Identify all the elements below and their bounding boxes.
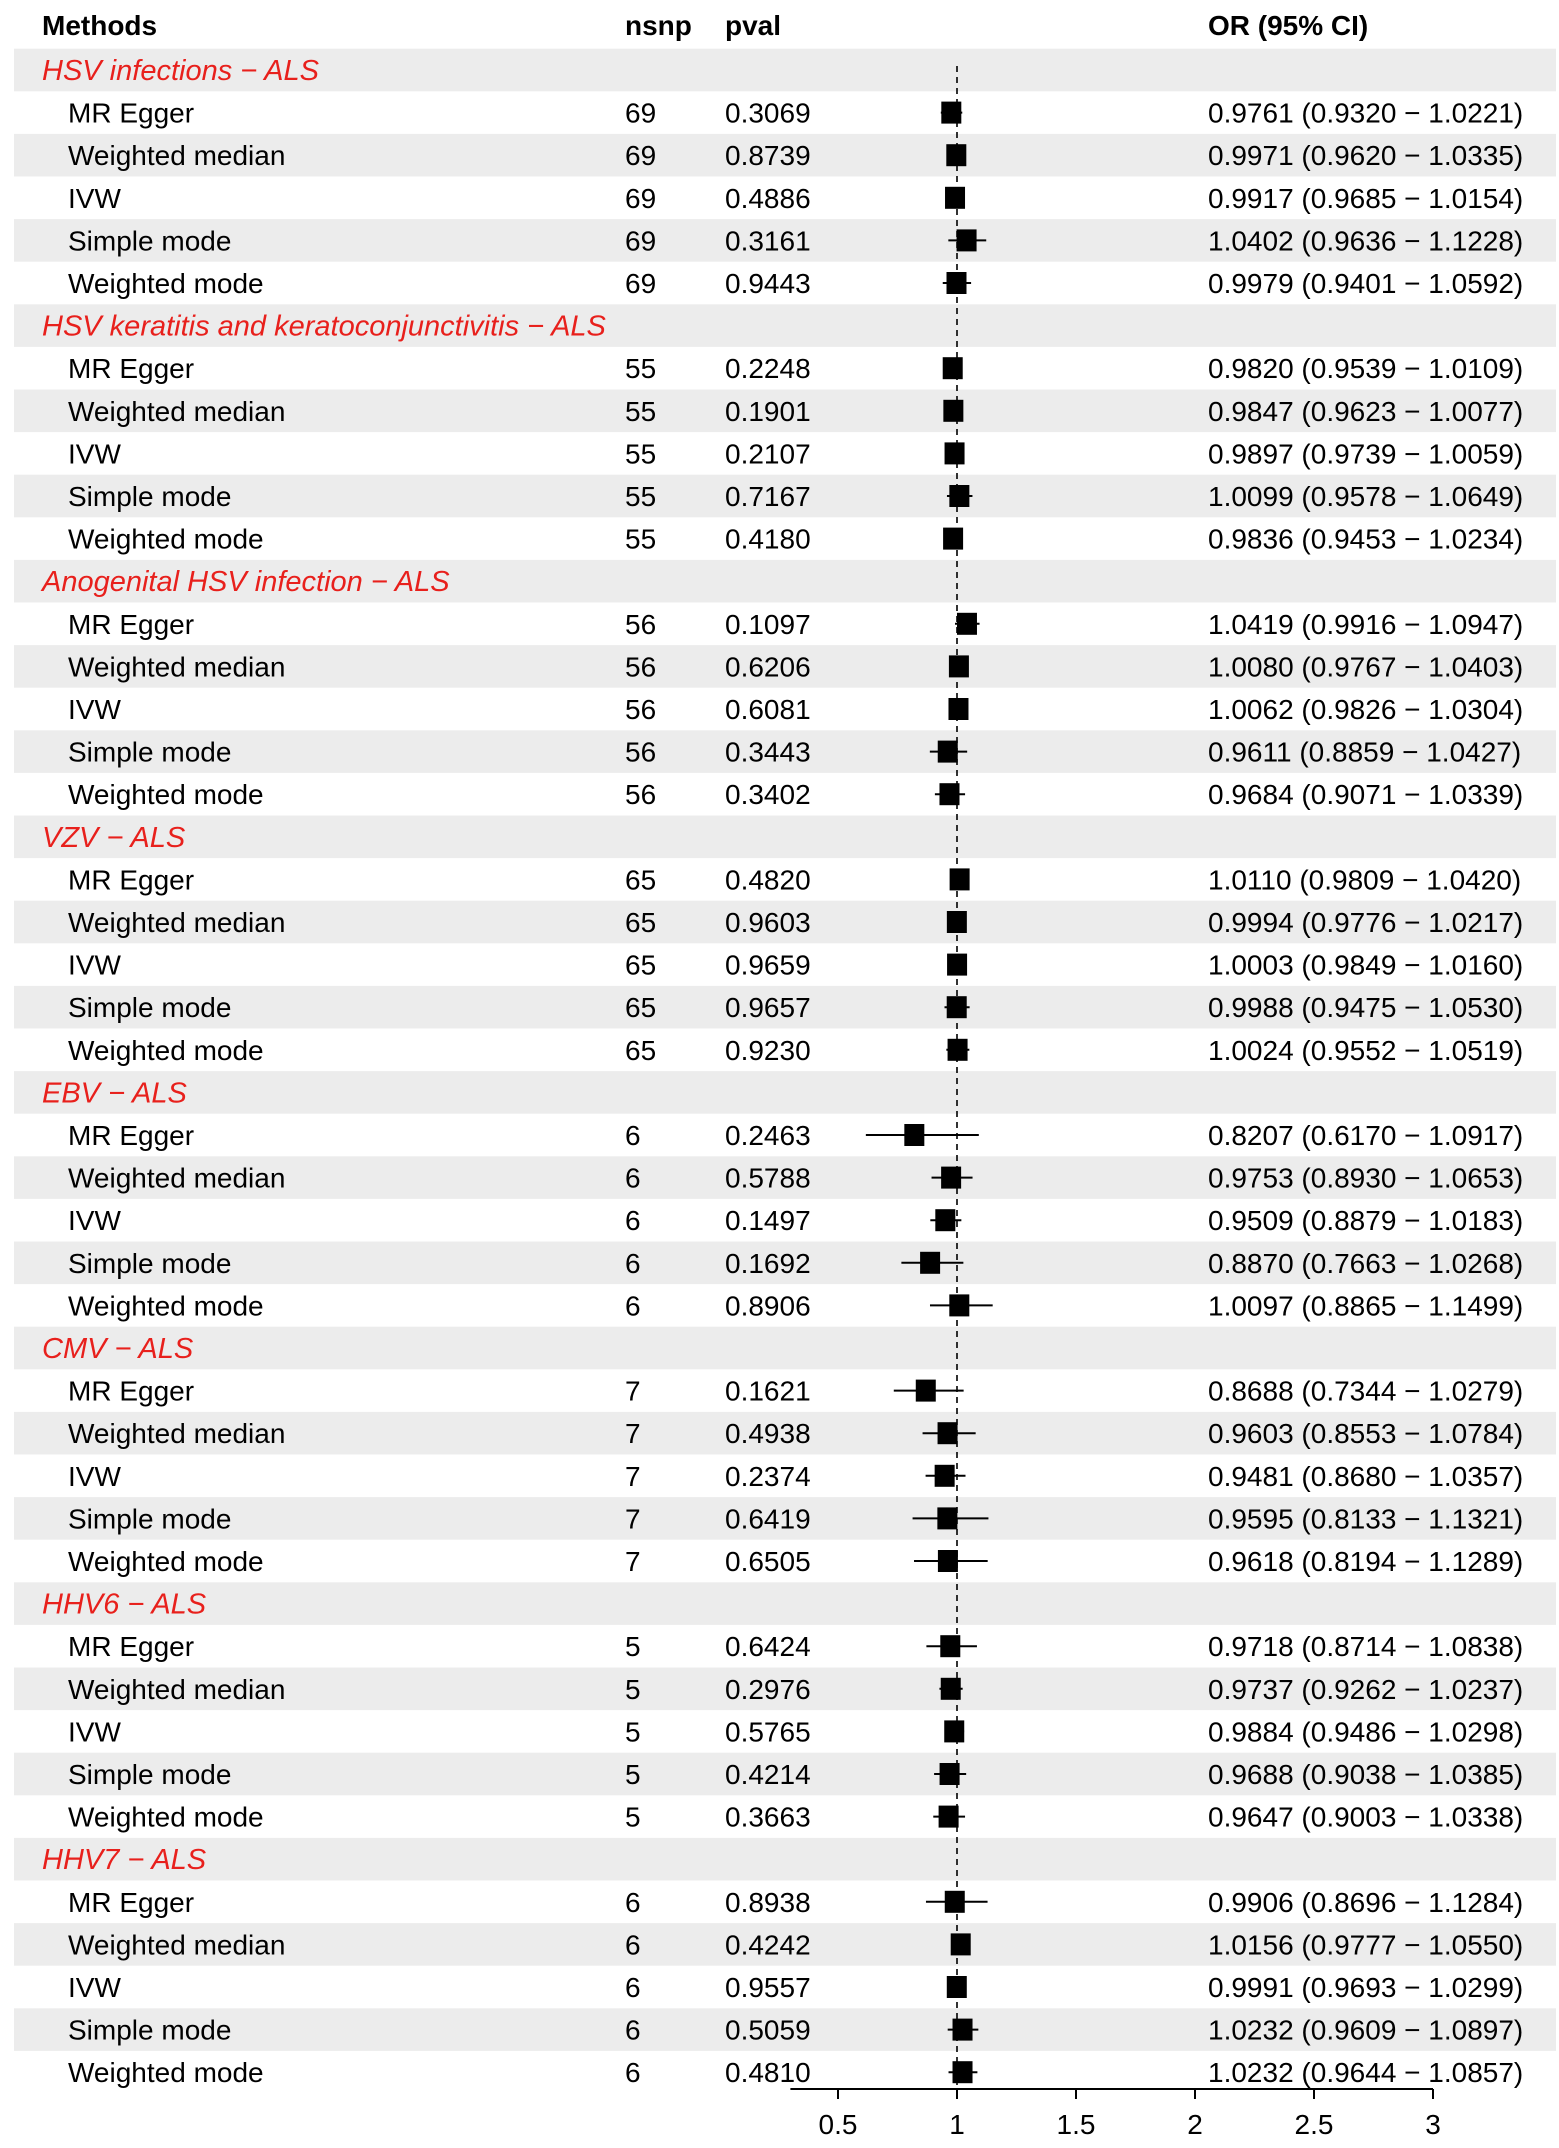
nsnp-value: 6 <box>625 1205 641 1237</box>
or-ci-value: 0.9753 (0.8930 − 1.0653) <box>1208 1162 1524 1194</box>
pval-value: 0.4810 <box>725 2057 811 2089</box>
nsnp-value: 7 <box>625 1503 641 1535</box>
method-label: Simple mode <box>68 481 232 512</box>
estimate-square <box>916 1380 936 1402</box>
estimate-square <box>940 1635 960 1657</box>
method-label: IVW <box>68 1460 121 1492</box>
pval-value: 0.4214 <box>725 1759 811 1790</box>
pval-value: 0.1901 <box>725 395 811 427</box>
method-label: Weighted median <box>68 1929 286 1961</box>
or-ci-value: 0.9884 (0.9486 − 1.0298) <box>1208 1716 1524 1748</box>
or-ci-value: 0.9761 (0.9320 − 1.0221) <box>1208 97 1524 129</box>
pval-value: 0.2374 <box>725 1460 811 1492</box>
group-label: HSV infections − ALS <box>42 55 319 87</box>
x-tick-label: 1 <box>949 2109 965 2140</box>
method-label: Weighted mode <box>68 1290 264 1322</box>
nsnp-value: 5 <box>625 1801 641 1833</box>
method-label: MR Egger <box>68 97 195 129</box>
estimate-square <box>949 1294 969 1316</box>
method-label: IVW <box>68 1716 121 1748</box>
nsnp-value: 55 <box>625 523 657 555</box>
pval-value: 0.4242 <box>725 1929 811 1961</box>
method-label: Weighted mode <box>68 1034 264 1066</box>
method-label: Simple mode <box>68 2014 232 2046</box>
or-ci-value: 0.9718 (0.8714 − 1.0838) <box>1208 1631 1524 1663</box>
header-pval: pval <box>725 10 782 41</box>
nsnp-value: 65 <box>625 1034 657 1066</box>
method-label: MR Egger <box>68 1120 195 1151</box>
estimate-square <box>938 1422 958 1444</box>
x-tick-label: 1.5 <box>1056 2109 1096 2140</box>
estimate-square <box>920 1252 940 1274</box>
group-label: CMV − ALS <box>42 1333 194 1365</box>
pval-value: 0.9443 <box>725 268 811 299</box>
estimate-square <box>946 144 966 166</box>
pval-value: 0.8906 <box>725 1290 811 1322</box>
or-ci-value: 1.0402 (0.9636 − 1.1228) <box>1208 225 1524 257</box>
nsnp-value: 55 <box>625 353 657 385</box>
nsnp-value: 55 <box>625 395 657 427</box>
or-ci-value: 0.9917 (0.9685 − 1.0154) <box>1208 182 1524 214</box>
estimate-square <box>938 1550 958 1572</box>
estimate-square <box>935 1465 955 1487</box>
group-label: HHV7 − ALS <box>42 1844 207 1877</box>
or-ci-value: 0.9971 (0.9620 − 1.0335) <box>1208 140 1524 172</box>
estimate-square <box>943 528 963 550</box>
or-ci-value: 1.0062 (0.9826 − 1.0304) <box>1208 694 1524 725</box>
nsnp-value: 69 <box>625 182 657 214</box>
x-tick-label: 0.5 <box>818 2109 858 2140</box>
pval-value: 0.6424 <box>725 1631 811 1663</box>
estimate-square <box>948 698 968 720</box>
row-band <box>14 1327 1556 1370</box>
pval-value: 0.3069 <box>725 97 811 129</box>
nsnp-value: 69 <box>625 140 657 172</box>
nsnp-value: 5 <box>625 1759 641 1790</box>
or-ci-value: 0.9603 (0.8553 − 1.0784) <box>1208 1418 1524 1450</box>
pval-value: 0.8938 <box>725 1886 811 1918</box>
method-label: Simple mode <box>68 225 232 257</box>
nsnp-value: 65 <box>625 949 657 981</box>
method-label: MR Egger <box>68 608 195 640</box>
estimate-square <box>957 613 977 635</box>
or-ci-value: 0.9979 (0.9401 − 1.0592) <box>1208 268 1524 299</box>
pval-value: 0.4938 <box>725 1418 811 1450</box>
nsnp-value: 6 <box>625 1247 641 1279</box>
estimate-square <box>947 911 967 933</box>
or-ci-value: 0.8688 (0.7344 − 1.0279) <box>1208 1375 1524 1407</box>
x-tick-label: 2 <box>1187 2109 1203 2140</box>
pval-value: 0.1692 <box>725 1247 811 1279</box>
or-ci-value: 0.8870 (0.7663 − 1.0268) <box>1208 1247 1524 1279</box>
estimate-square <box>941 1167 961 1189</box>
method-label: MR Egger <box>68 353 195 385</box>
nsnp-value: 55 <box>625 438 657 470</box>
pval-value: 0.9557 <box>725 1972 811 2003</box>
pval-value: 0.7167 <box>725 481 811 512</box>
estimate-square <box>947 272 967 294</box>
estimate-square <box>950 868 970 890</box>
estimate-square <box>939 1806 959 1828</box>
header-nsnp: nsnp <box>625 10 692 41</box>
method-label: Simple mode <box>68 1503 232 1535</box>
nsnp-value: 56 <box>625 608 657 640</box>
group-label: Anogenital HSV infection − ALS <box>42 566 450 599</box>
nsnp-value: 56 <box>625 779 657 811</box>
estimate-square <box>947 996 967 1018</box>
estimate-square <box>945 1891 965 1913</box>
estimate-square <box>904 1124 924 1146</box>
method-label: IVW <box>68 1205 121 1237</box>
method-label: Weighted mode <box>68 1801 264 1833</box>
pval-value: 0.2107 <box>725 438 811 470</box>
x-axis <box>790 2089 1440 2140</box>
method-label: Weighted mode <box>68 1546 264 1577</box>
nsnp-value: 6 <box>625 1120 641 1151</box>
method-label: Weighted median <box>68 1418 286 1450</box>
pval-value: 0.2976 <box>725 1673 811 1705</box>
or-ci-value: 0.9836 (0.9453 − 1.0234) <box>1208 523 1524 555</box>
pval-value: 0.6419 <box>725 1503 811 1535</box>
method-label: Simple mode <box>68 736 232 768</box>
method-label: IVW <box>68 694 121 725</box>
or-ci-value: 0.8207 (0.6170 − 1.0917) <box>1208 1120 1524 1151</box>
nsnp-value: 6 <box>625 1162 641 1194</box>
method-label: Weighted median <box>68 140 286 172</box>
or-ci-value: 0.9991 (0.9693 − 1.0299) <box>1208 1972 1524 2003</box>
pval-value: 0.9659 <box>725 949 811 981</box>
or-ci-value: 1.0232 (0.9644 − 1.0857) <box>1208 2057 1524 2089</box>
estimate-square <box>951 1933 971 1955</box>
header-methods: Methods <box>42 10 158 41</box>
estimate-square <box>940 1763 960 1785</box>
method-label: Weighted median <box>68 395 286 427</box>
estimate-square <box>953 2061 973 2083</box>
pval-value: 0.3443 <box>725 736 811 768</box>
nsnp-value: 5 <box>625 1716 641 1748</box>
or-ci-value: 0.9820 (0.9539 − 1.0109) <box>1208 353 1524 385</box>
method-label: Weighted median <box>68 651 286 683</box>
or-ci-value: 1.0003 (0.9849 − 1.0160) <box>1208 949 1524 981</box>
method-label: Weighted mode <box>68 268 264 299</box>
pval-value: 0.2248 <box>725 353 811 385</box>
row-band <box>14 1838 1556 1881</box>
estimate-square <box>949 485 969 507</box>
pval-value: 0.6505 <box>725 1546 811 1577</box>
nsnp-value: 6 <box>625 1886 641 1918</box>
group-label: HHV6 − ALS <box>42 1588 207 1621</box>
estimate-square <box>937 1507 957 1529</box>
table-header <box>42 10 1368 41</box>
nsnp-value: 6 <box>625 2014 641 2046</box>
group-label: VZV − ALS <box>42 821 186 854</box>
pval-value: 0.1097 <box>725 608 811 640</box>
x-tick-label: 2.5 <box>1294 2109 1334 2140</box>
pval-value: 0.4820 <box>725 864 811 896</box>
method-label: MR Egger <box>68 1375 195 1407</box>
method-label: IVW <box>68 1972 121 2003</box>
nsnp-value: 56 <box>625 736 657 768</box>
pval-value: 0.3402 <box>725 779 811 811</box>
or-ci-value: 0.9688 (0.9038 − 1.0385) <box>1208 1759 1524 1790</box>
or-ci-value: 0.9618 (0.8194 − 1.1289) <box>1208 1546 1524 1577</box>
nsnp-value: 6 <box>625 2057 641 2089</box>
pval-value: 0.5788 <box>725 1162 811 1194</box>
header-or: OR (95% CI) <box>1208 10 1369 41</box>
method-label: IVW <box>68 949 121 981</box>
estimate-square <box>947 954 967 976</box>
or-ci-value: 0.9994 (0.9776 − 1.0217) <box>1208 907 1524 938</box>
or-ci-value: 1.0110 (0.9809 − 1.0420) <box>1208 864 1522 896</box>
estimate-square <box>947 1976 967 1998</box>
method-label: Simple mode <box>68 992 232 1024</box>
nsnp-value: 6 <box>625 1972 641 2003</box>
method-label: Weighted median <box>68 907 286 938</box>
or-ci-value: 0.9595 (0.8133 − 1.1321) <box>1208 1503 1524 1535</box>
pval-value: 0.4180 <box>725 523 811 555</box>
pval-value: 0.2463 <box>725 1120 811 1151</box>
or-ci-value: 1.0099 (0.9578 − 1.0649) <box>1208 481 1524 512</box>
or-ci-value: 1.0080 (0.9767 − 1.0403) <box>1208 651 1524 683</box>
estimate-square <box>941 1678 961 1700</box>
nsnp-value: 6 <box>625 1290 641 1322</box>
or-ci-value: 0.9737 (0.9262 − 1.0237) <box>1208 1673 1524 1705</box>
pval-value: 0.5059 <box>725 2014 811 2046</box>
estimate-square <box>944 1720 964 1742</box>
nsnp-value: 7 <box>625 1375 641 1407</box>
method-label: IVW <box>68 182 121 214</box>
pval-value: 0.4886 <box>725 182 811 214</box>
estimate-square <box>945 187 965 209</box>
nsnp-value: 7 <box>625 1418 641 1450</box>
estimate-square <box>943 357 963 379</box>
nsnp-value: 5 <box>625 1631 641 1663</box>
nsnp-value: 56 <box>625 651 657 683</box>
method-label: MR Egger <box>68 1631 195 1663</box>
or-ci-value: 0.9684 (0.9071 − 1.0339) <box>1208 779 1524 811</box>
pval-value: 0.9230 <box>725 1034 811 1066</box>
or-ci-value: 0.9847 (0.9623 − 1.0077) <box>1208 395 1524 427</box>
pval-value: 0.5765 <box>725 1716 811 1748</box>
row-band <box>14 1071 1556 1114</box>
method-label: Weighted mode <box>68 2057 264 2089</box>
method-label: Weighted mode <box>68 779 264 811</box>
nsnp-value: 56 <box>625 694 657 725</box>
group-label: EBV − ALS <box>42 1077 187 1110</box>
pval-value: 0.9657 <box>725 992 811 1024</box>
method-label: Simple mode <box>68 1759 232 1790</box>
nsnp-value: 69 <box>625 225 657 257</box>
estimate-square <box>938 741 958 763</box>
nsnp-value: 7 <box>625 1546 641 1577</box>
estimate-square <box>945 442 965 464</box>
pval-value: 0.3161 <box>725 225 811 257</box>
pval-value: 0.6206 <box>725 651 811 683</box>
or-ci-value: 0.9647 (0.9003 − 1.0338) <box>1208 1801 1524 1833</box>
nsnp-value: 69 <box>625 97 657 129</box>
or-ci-value: 1.0419 (0.9916 − 1.0947) <box>1208 608 1524 640</box>
or-ci-value: 0.9906 (0.8696 − 1.1284) <box>1208 1886 1524 1918</box>
pval-value: 0.6081 <box>725 694 811 725</box>
or-ci-value: 0.9481 (0.8680 − 1.0357) <box>1208 1460 1524 1492</box>
nsnp-value: 69 <box>625 268 657 299</box>
estimate-square <box>941 102 961 124</box>
or-ci-value: 0.9988 (0.9475 − 1.0530) <box>1208 992 1524 1024</box>
nsnp-value: 6 <box>625 1929 641 1961</box>
nsnp-value: 55 <box>625 481 657 512</box>
nsnp-value: 65 <box>625 864 657 896</box>
or-ci-value: 1.0097 (0.8865 − 1.1499) <box>1208 1290 1524 1322</box>
or-ci-value: 1.0024 (0.9552 − 1.0519) <box>1208 1034 1524 1066</box>
pval-value: 0.1497 <box>725 1205 811 1237</box>
pval-value: 0.1621 <box>725 1375 811 1407</box>
estimate-square <box>957 229 977 251</box>
or-ci-value: 1.0232 (0.9609 − 1.0897) <box>1208 2014 1524 2046</box>
estimate-square <box>939 783 959 805</box>
x-tick-label: 3 <box>1425 2109 1441 2140</box>
group-label: HSV keratitis and keratoconjunctivitis − ALS <box>42 310 606 343</box>
nsnp-value: 5 <box>625 1673 641 1705</box>
method-label: Simple mode <box>68 1247 232 1279</box>
nsnp-value: 65 <box>625 992 657 1024</box>
nsnp-value: 65 <box>625 907 657 938</box>
or-ci-value: 0.9897 (0.9739 − 1.0059) <box>1208 438 1524 470</box>
or-ci-value: 0.9509 (0.8879 − 1.0183) <box>1208 1205 1524 1237</box>
estimate-square <box>953 2019 973 2041</box>
or-ci-value: 1.0156 (0.9777 − 1.0550) <box>1208 1929 1524 1961</box>
estimate-square <box>943 400 963 422</box>
estimate-square <box>935 1209 955 1231</box>
pval-value: 0.3663 <box>725 1801 811 1833</box>
nsnp-value: 7 <box>625 1460 641 1492</box>
pval-value: 0.8739 <box>725 140 811 172</box>
method-label: IVW <box>68 438 121 470</box>
row-band <box>14 1582 1556 1625</box>
row-band <box>14 816 1556 859</box>
pval-value: 0.9603 <box>725 907 811 938</box>
method-label: Weighted mode <box>68 523 264 555</box>
estimate-square <box>948 1039 968 1061</box>
or-ci-value: 0.9611 (0.8859 − 1.0427) <box>1208 736 1522 768</box>
method-label: MR Egger <box>68 864 195 896</box>
method-label: Weighted median <box>68 1673 286 1705</box>
estimate-square <box>949 655 969 677</box>
method-label: MR Egger <box>68 1886 195 1918</box>
method-label: Weighted median <box>68 1162 286 1194</box>
